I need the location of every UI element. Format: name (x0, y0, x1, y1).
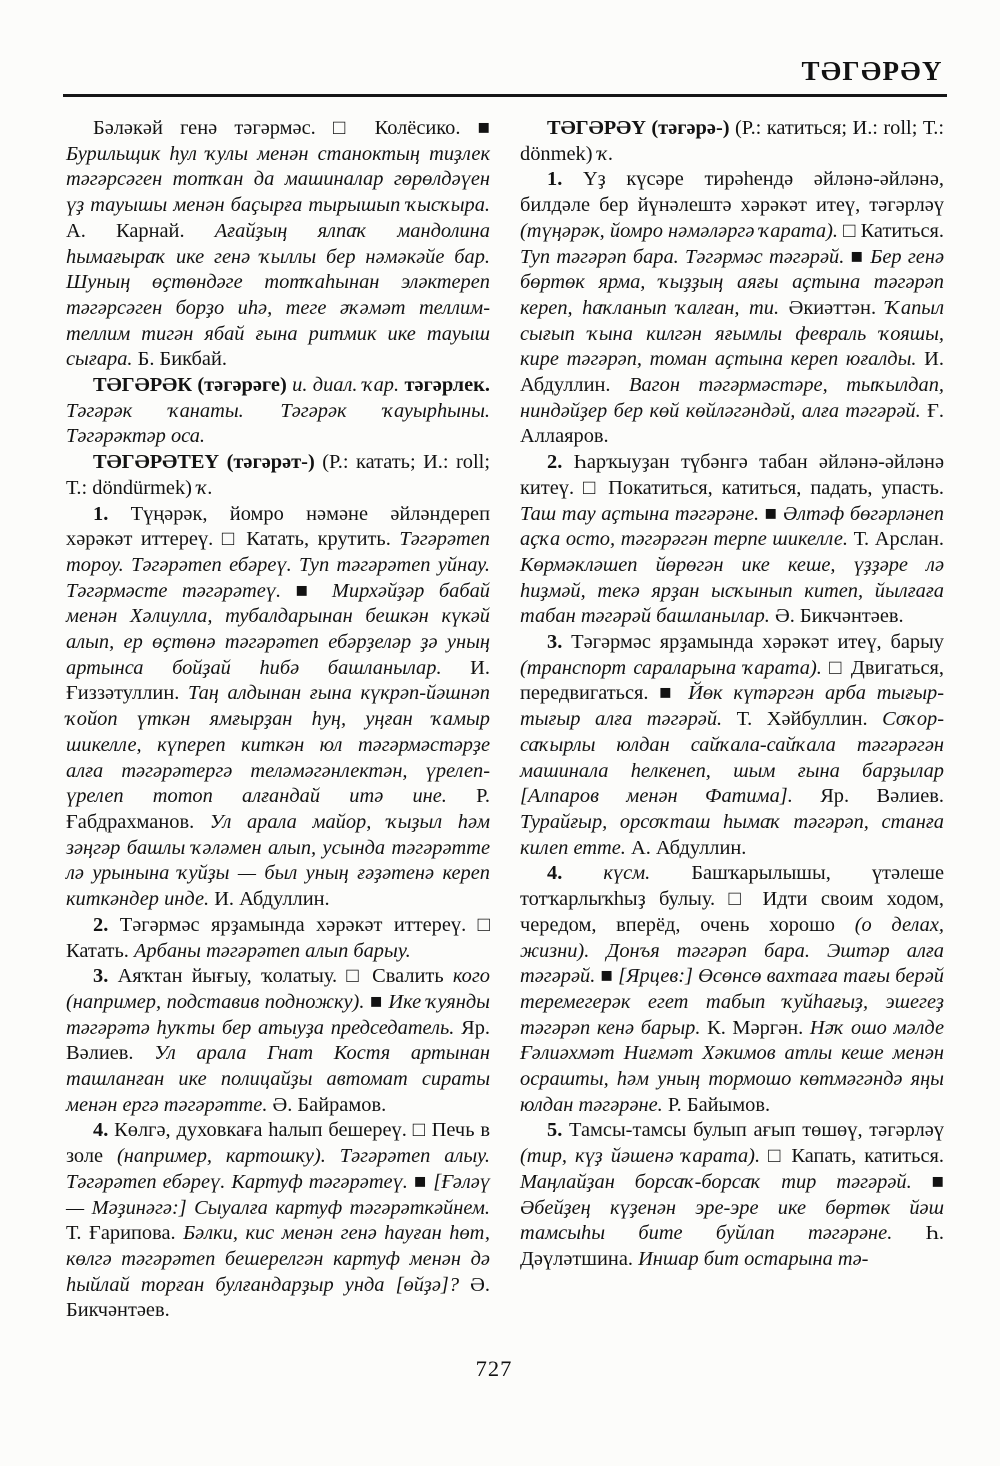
text-segment-italic: (тир, күҙ йәшенә ҡарата). (520, 1145, 769, 1168)
text-segment-italic: Тәгәрәк ҡанаты. Тәгәрәк ҡауырһыны. Тәгәрәктәр оса. (66, 399, 490, 448)
text-segment-italic: Ул арала майор, ҡыҙыл һәм зәңгәр башлы ҡәләмен алып, усында тәгәрәтте лә урынына ҡуйҙы — был уның ғәҙәтенә кереп киткәндер инде. (66, 810, 491, 911)
text-segment-normal: И. Абдуллин. (520, 348, 944, 397)
text-segment-normal: Ә. Байрамов. (272, 1093, 387, 1116)
right-column (520, 116, 944, 1324)
text-segment-normal: Аяҡтан йығыу, ҡолатыу. □ Свалить (117, 965, 453, 988)
text-segment-italic: и. диал. ҡар. (292, 374, 405, 397)
tagarau-sense-1 (520, 167, 944, 450)
text-segment-italic: Ул арала Гнат Костя артынан ташланған ике полицайҙы автомат сираты менән ергә тәгәрәтте. (66, 1042, 490, 1116)
text-segment-italic: (түңәрәк, йомро нәмәләргә ҡарата). (520, 219, 844, 242)
text-segment-italic: Мирхәйҙәр бабай менән Хәлиулла, тубалдарынан бешкән күкәй алып, ер өҫтөнә тәгәрәтеп ебәрҙеләр ҙә уның артынса бойҙай һибә башланылар. (66, 579, 490, 679)
text-segment-normal: Т. Ғарипова. (66, 1222, 184, 1245)
text-segment-italic: Иншар бит остарына тә- (638, 1247, 869, 1270)
text-segment-bold: 3. (547, 631, 572, 654)
text-segment-bold: 2. (547, 451, 574, 474)
text-segment-italic: Нәҡ ошо мәлде Ғәлиәхмәт Ниғмәт Хәкимов атлы кеше менән осрашты, һәм уның тормошо көтмәгәндә яңы юлдан тәгәрәне. (520, 1016, 945, 1116)
text-segment-bold: ТӘГӘРӘК (тәгәрәге) (93, 374, 293, 397)
tagarateu-sense-2 (66, 913, 490, 964)
text-segment-bold: 1. (547, 168, 583, 191)
text-segment-italic: Ике ҡуянды тәгәрәтә һуҡты бер атыуҙа председатель. (66, 990, 490, 1039)
text-segment-normal: Көлгә, духовкаға һалып бешереү. □ Печь в золе (66, 1119, 490, 1168)
text-segment-normal: А. Абдуллин. (630, 836, 747, 859)
text-segment-bold: 3. (93, 965, 118, 988)
text-segment-italic: Ҡапыл сығып ҡына килгән яғымлы февраль ҡояшы, кире тәгәрәп, томан аҫтына кереп юғалды. (520, 296, 944, 371)
text-segment-bold: тәгәрлек. (404, 374, 490, 397)
text-segment-normal: ■ (600, 965, 619, 988)
tagarateu-sense-3 (66, 964, 490, 1118)
text-segment-normal: ■ (764, 502, 783, 525)
text-segment-normal: Яр. Вәлиев. (66, 1016, 490, 1065)
text-segment-italic: Турайғыр, орсоҡташ һымаҡ тәгәрәп, станға килеп етте. (520, 810, 944, 859)
text-segment-bold: 1. (93, 502, 131, 525)
text-segment-italic: (например, картошку). Тәгәрәтеп алыу. Тәгәрәтеп ебәреү. Картуф тәгәрәтеү. (66, 1145, 491, 1193)
text-segment-italic: кого (например, подставив подножку). (66, 965, 490, 1013)
text-segment-italic: [Ғәләү — Мәҙинәгә:] Сыуалға картуф тәгәрәткәйнем. (66, 1170, 490, 1219)
text-segment-normal: ■ (850, 245, 871, 268)
text-segment-italic: Таң алдынан ғына күкрәп-йәшнәп ҡойоп үткән ямғырҙан һуң, уңған ҡамыр шикелле, күпереп киткән юл тәгәрмәстәрҙе алға тәгәрәтергә теләмәгәнлектән, үрелеп-үрелеп тотоп алғандай итә ине. (66, 682, 490, 808)
text-segment-italic: Вагон тәгәрмәстәре, тыҡылдап, ниндәйҙер бер көй көйләгәндәй, алға тәгәрәй. (520, 374, 944, 422)
text-segment-normal: И. Ғиззәтуллин. (66, 656, 490, 705)
text-segment-normal: □ Капать, катиться. (768, 1145, 944, 1168)
text-segment-normal: Тәгәрмәс ярҙамында хәрәкәт иттереү. □ Катать. (66, 913, 490, 962)
text-segment-italic: Арбаны тәгәрәтеп алып барыу. (133, 939, 411, 962)
text-segment-normal: Һарҡыуҙан түбәнгә табан әйләнә-әйләнә китеү. □ Покатиться, катиться, падать, упасть. (520, 451, 945, 499)
text-segment-italic: Әбейҙең күҙенән эре-эре ике бөртөк йәш тамсыһы бите буйлап тәгәрәне. (520, 1196, 944, 1245)
text-columns (66, 116, 944, 1324)
text-segment-italic: Көрмәкләшеп йөрөгән ике кеше, үҙҙәре лә һиҙмәй, текә ярҙан ысҡынып китеп, йылғаға табан тәгәрәй башланылар. (520, 553, 944, 628)
text-segment-normal: К. Мәргән. (707, 1016, 810, 1039)
text-segment-normal: А. Карнай. (66, 219, 215, 242)
text-segment-normal: Ә. Бикчәнтәев. (774, 605, 904, 628)
running-head-title: ТӘГӘРӘҮ (801, 56, 943, 86)
page-number: 727 (475, 1356, 513, 1381)
text-segment-italic: Бер генә бөртөк ярма, ҡыҙҙың аяғы аҫтына тәгәрәп кереп, һаҡланып ҡалған, ти. (520, 245, 944, 319)
tagarau-sense-5 (520, 1118, 944, 1272)
text-segment-normal: Бәләкәй генә тәгәрмәс. □ Колёсико. ■ (93, 117, 490, 139)
tagarau-sense-4 (520, 861, 944, 1118)
text-segment-italic: күсм. (603, 862, 692, 885)
text-segment-bold: 4. (547, 862, 604, 885)
text-segment-italic: ҡ. (197, 476, 213, 499)
text-segment-italic: Бурильщик һул ҡулы менән станоктың тиҙлек тәгәрсәген тотҡан да машиналар гөрөлдәүен үҙ тауышы менән баҫырға тырышып ҡысҡыра. (66, 142, 490, 217)
text-segment-bold: 4. (93, 1119, 115, 1142)
tagarateu-sense-1 (66, 502, 490, 913)
tagarau-sense-2 (520, 450, 944, 630)
text-segment-normal: □ Двигаться, передвигаться. ■ (520, 656, 944, 705)
text-segment-bold: ТӘГӘРӘҮ (тәгәрә-) (547, 117, 735, 139)
text-segment-italic: [Ярцев:] Өсөнсө вахтаға тағы берәй теремегерәк егет табып ҡуйһағыҙ, эшегеҙ тәгәрәп кенә барыр. (520, 965, 945, 1039)
text-segment-normal: И. Абдуллин. (214, 888, 330, 911)
text-segment-bold: ТӘГӘРӘТЕҮ (тәгәрәт-) (93, 451, 323, 474)
text-segment-normal: Ғ. Аллаяров. (520, 399, 944, 448)
text-segment-normal: Р. Байымов. (667, 1093, 771, 1116)
entry-tagarateu (66, 450, 490, 501)
text-segment-normal: Түңәрәк, йомро нәмәне әйләндереп хәрәкәт иттереү. □ Катать, крутить. (66, 502, 490, 551)
text-segment-normal: □ Катиться. (843, 219, 944, 242)
text-segment-normal: Т. Арслан. (853, 528, 944, 551)
text-segment-normal: Б. Бикбай. (137, 348, 227, 371)
tagarateu-sense-4 (66, 1118, 490, 1324)
text-segment-italic: Маңлайҙан борсаҡ-борсаҡ тир тәгәрәй. (520, 1170, 932, 1193)
text-segment-bold: 2. (93, 913, 120, 936)
text-segment-normal: ■ (931, 1170, 944, 1193)
text-segment-normal: Башҡарылышы, үтәлеше тотҡарлыҡһыҙ булыу. □ Идти своим ходом, чередом, вперёд, очень хорошо (520, 862, 944, 936)
text-segment-normal: Т. Хәйбуллин. (736, 708, 883, 731)
text-segment-italic: Туп тәгәрәп бара. Тәгәрмәс тәгәрәй. (520, 245, 851, 268)
text-segment-normal: ■ (295, 579, 332, 602)
text-segment-italic: Тәгәрәтеп тороу. Тәгәрәтеп ебәреү. Туп тәгәрәтеп уйнау. Тәгәрмәсте тәгәрәтеү. (66, 528, 490, 602)
text-segment-normal: ■ (413, 1170, 434, 1193)
entry-tagarak (66, 373, 490, 450)
text-segment-normal: Һ. Дәүләтшина. (520, 1222, 944, 1270)
text-segment-normal: Тамсы-тамсы булып ағып төшөү, тәгәрләү (569, 1119, 944, 1142)
text-segment-italic: Бәлки, кис менән генә һауған һөт, көлгә тәгәрәтеп бешерелгән картуф менән дә һыйлай торған булғандарҙыр унда [өйҙә]? (66, 1222, 490, 1296)
header-rule (63, 94, 947, 97)
sense-continuation (66, 116, 490, 373)
text-segment-italic: Әлтәф бөгәрләнеп аҫҡа осто, тәгәрәгән терпе шикелле. (520, 502, 944, 551)
text-segment-normal: Тәгәрмәс ярҙамында хәрәкәт итеү, барыу (571, 631, 944, 654)
text-segment-normal: ■ (370, 990, 389, 1013)
text-segment-normal: Р. Ғабдрахманов. (66, 785, 490, 833)
text-segment-italic: Ағайҙың ялпаҡ мандолина һымағыраҡ ике генә ҡыллы бер нәмәкәйе бар. Шуның өҫтөндәге тотҡаһынан эләктереп тәгәрсәген борҙо иһә, теге әҡәмәт теллим-теллим тигән ябай ғына ритмик ике тауыш сығара. (66, 219, 490, 371)
text-segment-normal: Үҙ күсәре тирәһендә әйләнә-әйләнә, билдәле бер йүнәлештә хәрәкәт итеү, тәгәрләү (520, 168, 944, 217)
text-segment-italic: Йөк күтәргән арба тығыр-тығыр алға тәгәрәй. (520, 682, 944, 731)
text-segment-italic: (транспорт сараларына ҡарата). (520, 656, 830, 679)
text-segment-bold: 5. (547, 1119, 570, 1142)
text-segment-italic: Соҡор-саҡырлы юлдан сайҡала-сайҡала тәгәрәгән машинала һелкенеп, шым ғына барҙылар [Алпаров менән Фатима]. (520, 708, 944, 808)
text-segment-italic: (о делах, жизни). Донъя тәгәрәп бара. Эштәр алға тәгәрәй. (520, 913, 944, 988)
tagarau-sense-3 (520, 630, 944, 861)
text-segment-italic: Таш тау аҫтына тәгәрәне. (520, 502, 765, 525)
text-segment-normal: Әкиәттән. (788, 296, 886, 319)
text-segment-normal: Ә. Бикчәнтәев. (66, 1273, 490, 1322)
entry-tagarau (520, 116, 944, 167)
text-segment-italic: ҡ. (597, 142, 614, 165)
left-column (66, 116, 490, 1324)
text-segment-normal: Яр. Вәлиев. (820, 785, 944, 808)
text-segment-normal: (Р.: катиться; И.: roll; Т.: dönmek) (520, 117, 944, 165)
text-segment-normal: (Р.: катать; И.: roll; Т.: döndürmek) (66, 451, 490, 499)
